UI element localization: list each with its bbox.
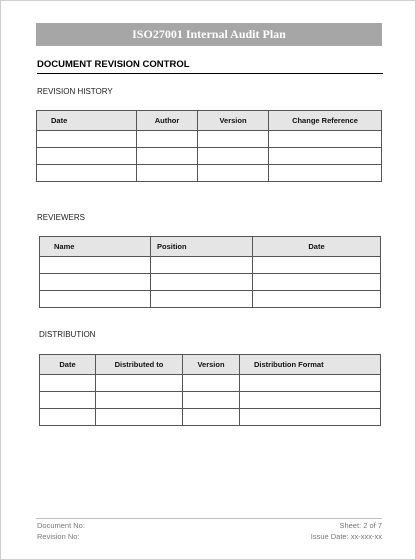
table-cell[interactable] (37, 131, 137, 148)
table-cell[interactable] (40, 257, 151, 274)
distribution-label: DISTRIBUTION (39, 330, 96, 339)
column-header-name: Name (40, 237, 151, 257)
table-cell[interactable] (198, 165, 269, 182)
table-cell[interactable] (40, 274, 151, 291)
table-header-row (37, 111, 382, 131)
table-cell[interactable] (40, 375, 96, 392)
table-cell[interactable] (269, 148, 382, 165)
table-cell[interactable] (198, 131, 269, 148)
column-header-distributed-to: Distributed to (96, 355, 183, 375)
column-header-version: Version (183, 355, 240, 375)
table-header-row (40, 237, 381, 257)
table-cell[interactable] (40, 392, 96, 409)
table-cell[interactable] (198, 148, 269, 165)
document-number: Document No: (37, 521, 85, 530)
table-cell[interactable] (137, 148, 198, 165)
column-header-version: Version (198, 111, 269, 131)
table-cell[interactable] (40, 409, 96, 426)
column-header-date: Date (253, 237, 381, 257)
table-cell[interactable] (151, 274, 253, 291)
table-row (40, 375, 381, 392)
table-cell[interactable] (137, 131, 198, 148)
table-cell[interactable] (240, 392, 381, 409)
table-cell[interactable] (137, 165, 198, 182)
table-row (40, 257, 381, 274)
table-row (37, 148, 382, 165)
table-header-row (40, 355, 381, 375)
revision-history-table (36, 110, 382, 182)
revision-number: Revision No: (37, 532, 80, 541)
column-header-author: Author (137, 111, 198, 131)
table-cell[interactable] (151, 257, 253, 274)
revision-history-label: REVISION HISTORY (37, 87, 113, 96)
column-header-distribution-format: Distribution Format (240, 355, 381, 375)
table-cell[interactable] (183, 375, 240, 392)
table-row (40, 291, 381, 308)
table-cell[interactable] (151, 291, 253, 308)
table-cell[interactable] (253, 291, 381, 308)
table-cell[interactable] (253, 274, 381, 291)
table-cell[interactable] (269, 165, 382, 182)
table-cell[interactable] (253, 257, 381, 274)
table-cell[interactable] (269, 131, 382, 148)
document-title: ISO27001 Internal Audit Plan (36, 23, 382, 46)
table-row (40, 274, 381, 291)
table-cell[interactable] (240, 409, 381, 426)
reviewers-label: REVIEWERS (37, 213, 86, 222)
column-header-change-reference: Change Reference (269, 111, 382, 131)
column-header-date: Date (37, 111, 137, 131)
issue-date: Issue Date: xx-xxx-xx (310, 532, 382, 541)
section-title: DOCUMENT REVISION CONTROL (37, 59, 383, 74)
table-row (37, 165, 382, 182)
table-cell[interactable] (96, 409, 183, 426)
table-cell[interactable] (96, 392, 183, 409)
table-cell[interactable] (183, 392, 240, 409)
table-cell[interactable] (40, 291, 151, 308)
table-cell[interactable] (37, 165, 137, 182)
reviewers-table (39, 236, 381, 308)
footer-divider (36, 518, 382, 519)
table-row (37, 131, 382, 148)
distribution-table (39, 354, 381, 426)
column-header-date: Date (40, 355, 96, 375)
column-header-position: Position (151, 237, 253, 257)
table-row (40, 392, 381, 409)
table-cell[interactable] (37, 148, 137, 165)
sheet-number: Sheet: 2 of 7 (339, 521, 382, 530)
table-cell[interactable] (183, 409, 240, 426)
table-row (40, 409, 381, 426)
table-cell[interactable] (240, 375, 381, 392)
table-cell[interactable] (96, 375, 183, 392)
